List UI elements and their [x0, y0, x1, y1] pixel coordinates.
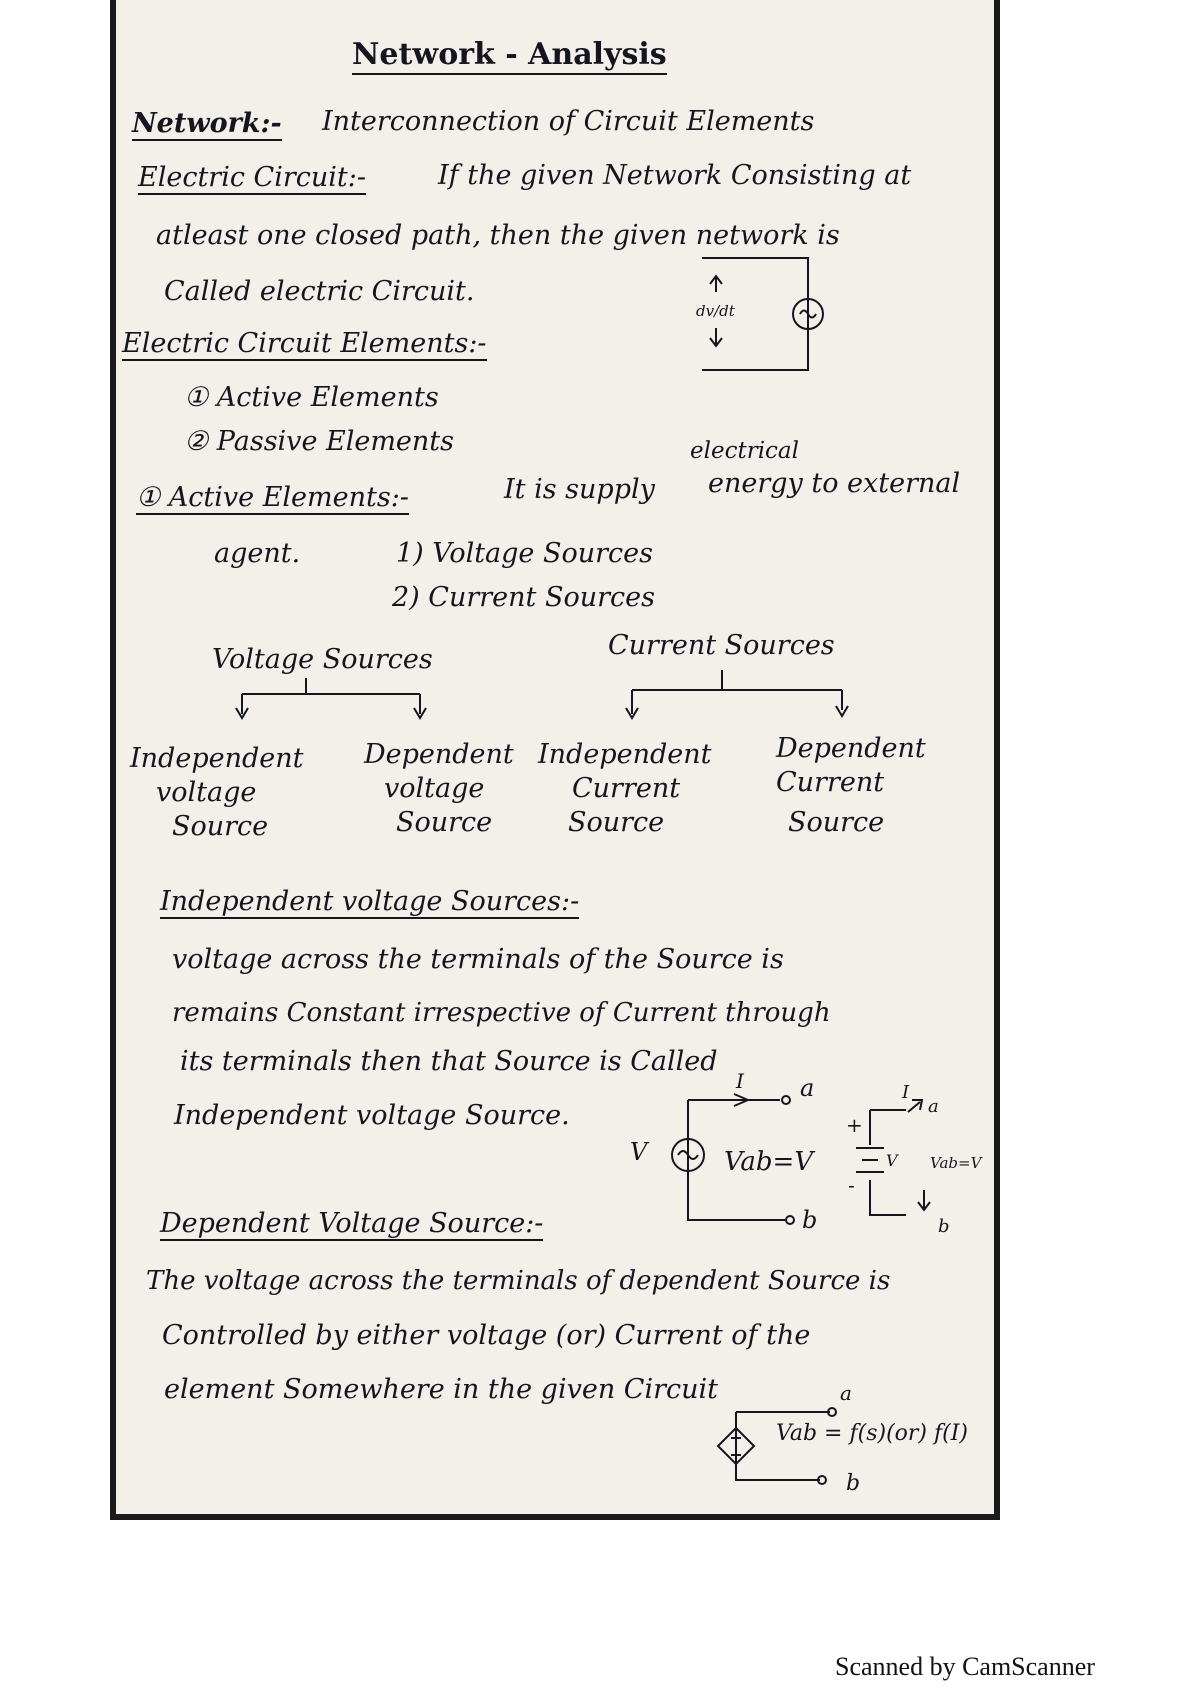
independent-voltage-line4: Independent voltage Source. [174, 1100, 570, 1131]
arrow-down-icon [710, 328, 722, 346]
tree-leaf-independent-voltage-2: voltage [156, 777, 257, 808]
electric-circuit-line3: Called electric Circuit. [164, 276, 475, 307]
vab-equation: Vab=V [724, 1147, 814, 1177]
dependent-voltage-line1: The voltage across the terminals of dependent Source is [146, 1266, 891, 1296]
notebook-page [116, 0, 994, 1514]
active-elements-insert: electrical [690, 438, 800, 464]
page-title: Network - Analysis [352, 40, 667, 75]
independent-voltage-source-circuit [630, 1069, 817, 1234]
independent-voltage-heading: Independent voltage Sources:- [160, 886, 580, 917]
dependent-voltage-line2: Controlled by either voltage (or) Current of the [162, 1320, 811, 1351]
battery-voltage-source-circuit [846, 1082, 984, 1237]
independent-voltage-line2: remains Constant irrespective of Current through [172, 998, 831, 1028]
elements-heading: Electric Circuit Elements:- [122, 328, 487, 359]
dependent-voltage-heading: Dependent Voltage Source:- [160, 1208, 544, 1239]
dep-node-a: a [840, 1381, 852, 1405]
tree-leaf-dependent-voltage-2: voltage [384, 773, 485, 804]
tree-leaf-independent-current-1: Independent [538, 739, 712, 770]
tree-current-root: Current Sources [608, 630, 835, 661]
battery-node-b: b [938, 1216, 950, 1237]
voltage-label: V [630, 1138, 648, 1166]
electric-circuit-term: Electric Circuit:- [138, 162, 366, 193]
tree-leaf-dependent-current-2: Current [776, 767, 885, 798]
dependent-equation: Vab = f(s)(or) f(I) [776, 1421, 969, 1446]
tree-voltage-root: Voltage Sources [212, 644, 433, 675]
independent-voltage-line3: its terminals then that Source is Called [180, 1046, 718, 1077]
node-a-label: a [800, 1074, 815, 1102]
node-b-label: b [802, 1206, 818, 1234]
tree-leaf-independent-current-3: Source [568, 807, 665, 838]
active-elements-text2: energy to external [708, 468, 961, 499]
tree-leaf-dependent-current-1: Dependent [776, 733, 926, 764]
electric-circuit-line2: atleast one closed path, then the given network is [156, 220, 840, 251]
current-label: I [736, 1069, 744, 1093]
source-tree-lines [236, 670, 848, 718]
network-term: Network:- [132, 108, 282, 139]
tree-leaf-independent-voltage-1: Independent [130, 743, 304, 774]
active-elements-line2: agent. [214, 538, 301, 569]
elements-item-active: ① Active Elements [184, 382, 439, 413]
voltage-source-item: 1) Voltage Sources [396, 538, 654, 569]
scanner-footer: Scanned by CamScanner [835, 1652, 1095, 1681]
battery-node-a: a [928, 1096, 939, 1117]
active-elements-text: It is supply [504, 474, 655, 505]
tree-leaf-independent-voltage-3: Source [172, 811, 269, 842]
plus-sign: + [846, 1113, 863, 1137]
tree-leaf-dependent-current-3: Source [788, 807, 885, 838]
dependent-voltage-source-circuit [718, 1381, 968, 1496]
battery-voltage-label: V [886, 1151, 898, 1170]
arrow-up-icon [908, 1100, 922, 1112]
tree-leaf-dependent-voltage-1: Dependent [364, 739, 514, 770]
tree-leaf-independent-current-2: Current [572, 773, 681, 804]
terminal-b [786, 1216, 794, 1224]
independent-voltage-line1: voltage across the terminals of the Source is [172, 944, 784, 975]
dvdt-label: dv/dt [696, 302, 735, 320]
elements-item-passive: ② Passive Elements [184, 426, 454, 457]
closed-path-circuit-diagram [696, 258, 823, 370]
tree-leaf-dependent-voltage-3: Source [396, 807, 493, 838]
active-elements-term: ① Active Elements:- [136, 482, 409, 513]
arrow-up-icon [710, 276, 722, 292]
vab-small-label: Vab=V [930, 1154, 982, 1172]
minus-sign: - [848, 1173, 855, 1197]
battery-icon [856, 1148, 884, 1172]
current-source-item: 2) Current Sources [392, 582, 655, 613]
arrow-down-icon [918, 1190, 930, 1210]
network-definition: Interconnection of Circuit Elements [322, 106, 815, 137]
dependent-voltage-line3: element Somewhere in the given Circuit [164, 1374, 719, 1405]
dep-node-b: b [846, 1471, 861, 1496]
terminal-a [782, 1096, 790, 1104]
electric-circuit-line1: If the given Network Consisting at [438, 160, 912, 191]
circuit-diagrams [116, 0, 994, 1514]
battery-current-label: I [902, 1082, 910, 1103]
